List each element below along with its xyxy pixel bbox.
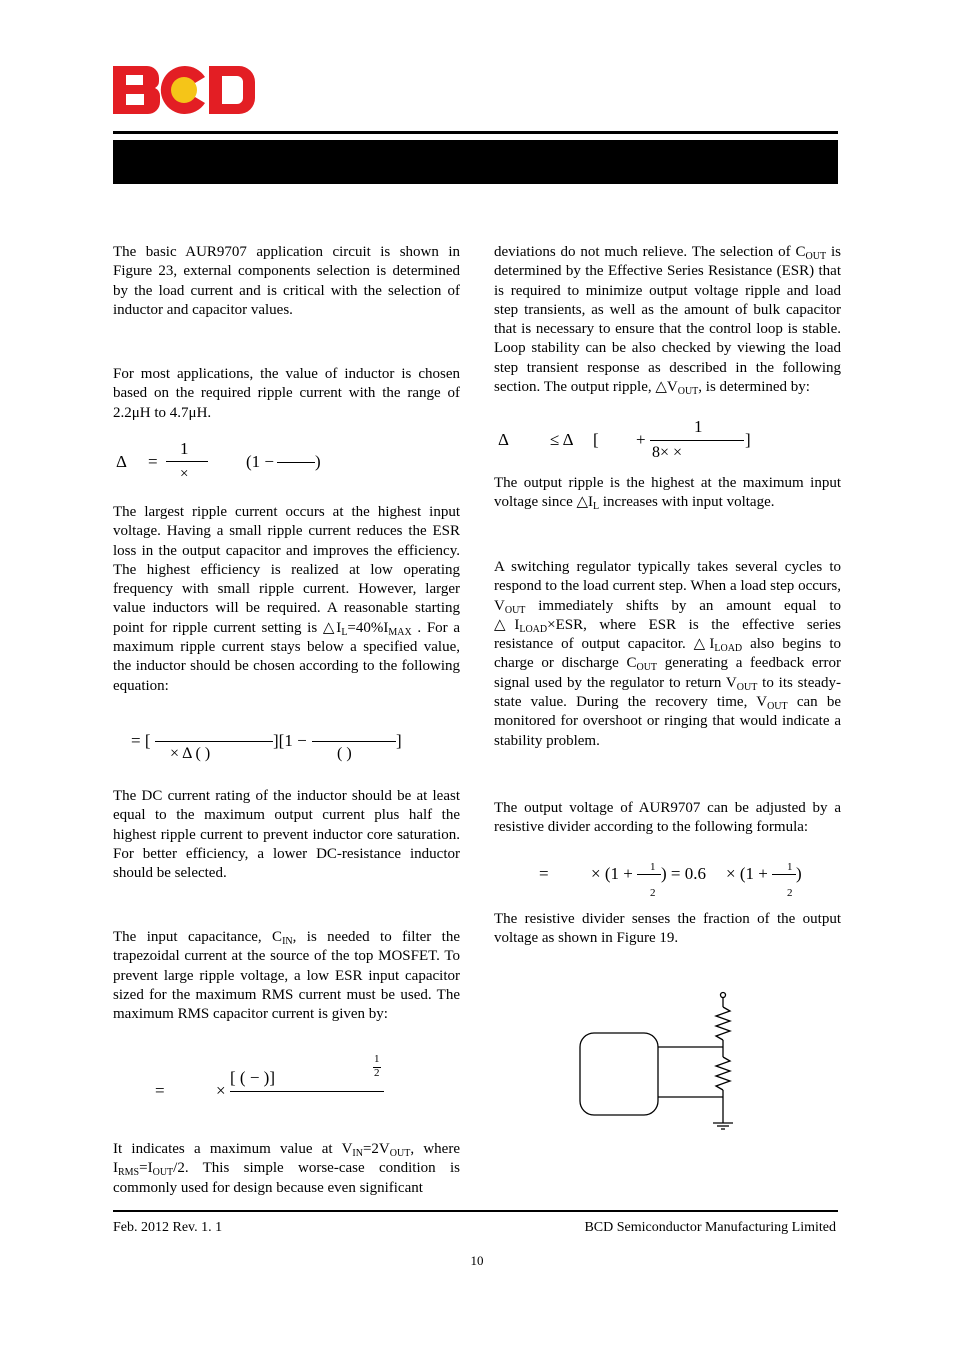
dc-current-text: The DC current rating of the inductor should be at least equal to the maximum output current plus half the highest ripple current to prevent inductor core saturation. For better efficiency, a lower DC-resistance inductor should be selected.	[113, 788, 460, 882]
eq4-fraction-bar	[650, 440, 744, 441]
eq4-numerator: 1	[694, 417, 703, 436]
eq4-delta: Δ	[498, 430, 509, 449]
eq5-d1: 2	[650, 887, 656, 899]
eq2-mid: ][1 −	[273, 731, 307, 750]
eq4-le: ≤ Δ	[550, 430, 574, 449]
eq5-part1: × (1 +	[591, 864, 633, 883]
left-paragraph-1	[113, 243, 460, 320]
eq5-fraction-bar-2	[772, 874, 796, 875]
bcd-logo	[113, 66, 255, 114]
eq5-n2: 1	[787, 861, 793, 873]
eq2-fraction-bar-1	[155, 741, 273, 742]
left-paragraph-4	[113, 787, 460, 883]
right-paragraph-5	[494, 910, 841, 949]
resistive-divider-schematic	[570, 985, 740, 1135]
page-number: 10	[470, 1253, 484, 1268]
header-rule	[113, 131, 838, 134]
eq3-fraction-bar	[230, 1091, 384, 1092]
resistive-divider-text: The resistive divider senses the fraction of the output voltage as shown in Figure 19.	[494, 911, 841, 947]
left-paragraph-6	[113, 1140, 460, 1198]
eq2-close: ]	[396, 731, 402, 750]
eq2-denominator-2: ( )	[337, 745, 352, 762]
footer-date-rev: Feb. 2012 Rev. 1. 1	[113, 1220, 223, 1235]
eq4-close: ]	[745, 430, 751, 449]
output-ripple-text: The output ripple is the highest at the maximum input voltage since $\triangle I_L$ increases with input voltage.	[494, 475, 841, 513]
right-paragraph-4	[494, 799, 841, 838]
right-paragraph-2	[494, 474, 841, 513]
eq1-fraction-bar	[166, 461, 208, 462]
eq5-d2: 2	[787, 887, 793, 899]
vout-terminal	[721, 993, 726, 998]
eq3-bracket: [ ( − )]	[230, 1068, 275, 1087]
output-voltage-text: The output voltage of AUR9707 can be adjusted by a resistive divider according to the following formula:	[494, 800, 841, 836]
eq5-part2: ) = 0.6	[661, 864, 706, 883]
eq1-delta: Δ	[116, 452, 127, 471]
eq3-exp-den: 2	[374, 1067, 380, 1079]
eq1-close: )	[315, 452, 321, 471]
eq4-plus: +	[636, 430, 646, 449]
eq1-paren: (1 −	[246, 452, 274, 471]
ripple-current-text: The largest ripple current occurs at the highest input voltage. Having a small ripple current reduces the ESR loss in the output capacitor and improves the efficiency. The highest efficiency is realized at low operating frequency with small ripple current. However, larger value inductors will be required. A reasonable starting point for ripple current setting is $\triangle I_L=40\%I_{MAX}$ . For a maximum ripple current stays below a specified value, the inductor should be chosen according to the following equation:	[113, 504, 460, 694]
right-paragraph-1	[494, 243, 841, 397]
eq5-fraction-bar-1	[637, 874, 661, 875]
resistor-r1	[716, 1007, 730, 1040]
left-paragraph-3	[113, 503, 460, 696]
input-capacitance-text: The input capacitance, $C_{IN}$, is needed to filter the trapezoidal current at the source of the top MOSFET. To prevent large ripple voltage, a low ESR input capacitor sized for the maximum RMS current must be used. The maximum RMS capacitor current is given by:	[113, 929, 460, 1023]
eq1-fraction-bar-2	[277, 462, 315, 463]
footer-rule	[113, 1210, 838, 1212]
eq5-equals: =	[539, 864, 549, 883]
eq4-open: [	[593, 430, 599, 449]
eq1-numerator: 1	[180, 439, 189, 458]
max-value-text: It indicates a maximum value at $V_{IN}=2V_{OUT}$, where $I_{RMS}=I_{OUT}/2$. This simple worse-case condition is commonly used for design because even significant	[113, 1141, 460, 1196]
eq5-close: )	[796, 864, 802, 883]
right-paragraph-3	[494, 558, 841, 751]
footer-company: BCD Semiconductor Manufacturing Limited	[584, 1220, 836, 1235]
eq2-denominator-1: × Δ ( )	[170, 745, 211, 762]
eq1-equals: =	[148, 452, 158, 471]
cout-selection-text: deviations do not much relieve. The selection of $C_{OUT}$ is determined by the Effective Series Resistance (ESR) that is required to minimize output voltage ripple and load step transients, as well as the amount of bulk capacitor that is necessary to ensure that the control loop is stable. Loop stability can be also checked by viewing the load step transient response as described in the following section. The output ripple, $\triangle V_{OUT}$, is determined by:	[494, 244, 841, 398]
eq5-part3: × (1 +	[726, 864, 768, 883]
left-paragraph-2	[113, 365, 460, 423]
eq2-lead: = [	[131, 731, 151, 750]
left-paragraph-5	[113, 928, 460, 1024]
header-banner	[113, 140, 838, 184]
eq3-equals: =	[155, 1081, 165, 1100]
eq4-denominator: 8× ×	[652, 444, 683, 461]
eq3-exp-num: 1	[374, 1053, 380, 1065]
resistor-r2	[716, 1057, 730, 1090]
eq5-n1: 1	[650, 861, 656, 873]
app-circuit-text: The basic AUR9707 application circuit is shown in Figure 23, external components selection is determined by the load current and is critical with the selection of inductor and capacitor values.	[113, 244, 460, 318]
inductor-range-text: For most applications, the value of inductor is chosen based on the required ripple current with the range of 2.2μH to 4.7μH.	[113, 366, 460, 421]
eq2-fraction-bar-2	[312, 741, 396, 742]
eq1-denominator: ×	[180, 466, 189, 482]
ic-block	[580, 1033, 658, 1115]
eq3-times: ×	[216, 1081, 226, 1100]
load-step-text: A switching regulator typically takes several cycles to respond to the load current step. When a load step occurs, $V_{OUT}$ immediately shifts by an amount equal to $\triangle I_{LOAD}\times ESR$, where ESR is the effective series resistance of output capacitor. $\triangle I_{LOAD}$ also begins to charge or discharge $C_{OUT}$ generating a feedback error signal used by the regulator to return $V_{OUT}$ to its steady-state value. During the recovery time, $V_{OUT}$ can be monitored for overshoot or ringing that would indicate a stability problem.	[494, 559, 842, 749]
